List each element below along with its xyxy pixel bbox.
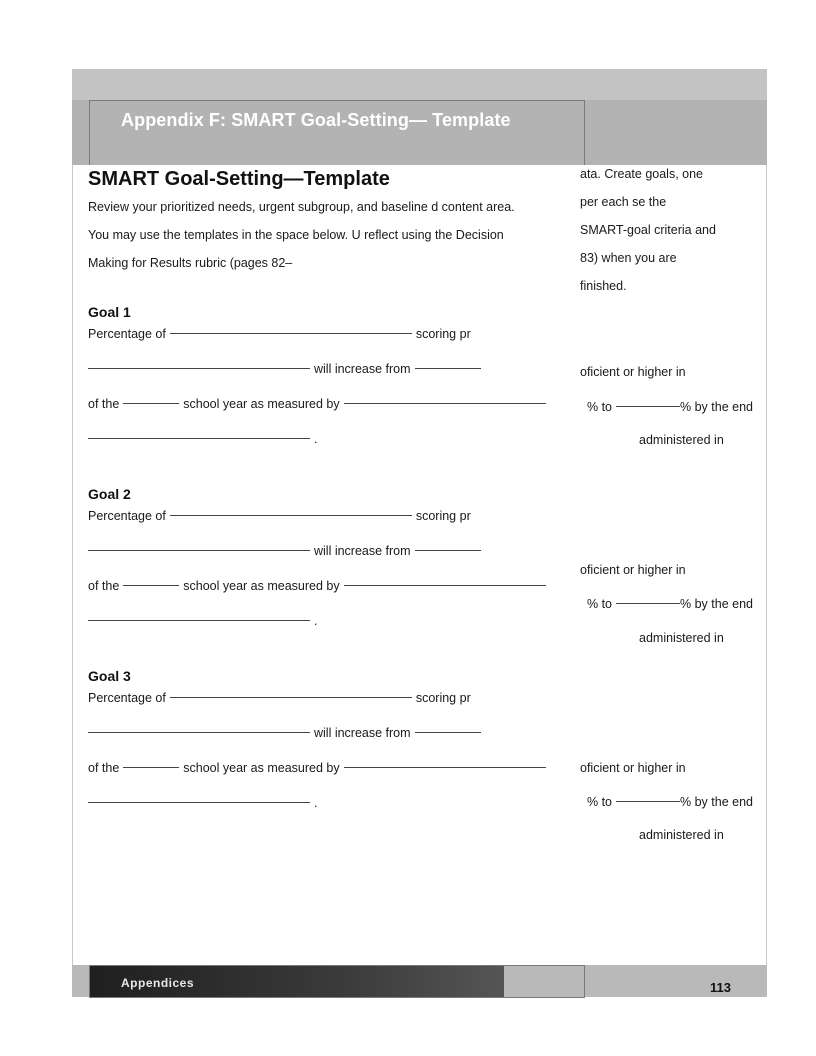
pct-to-label: % to (587, 597, 613, 611)
school-year-label: school year as measured by (183, 761, 340, 775)
goal-1-proficient: oficient or higher in (580, 365, 686, 379)
goal-2-line-1 (88, 509, 471, 523)
goal-2-line-2 (88, 544, 485, 558)
goal-2-line-3 (88, 579, 550, 593)
document-title: SMART Goal-Setting—Template (88, 168, 390, 190)
measure-blank[interactable] (344, 767, 546, 768)
percentage-of-label: Percentage of (88, 509, 166, 523)
school-year-label: school year as measured by (183, 579, 340, 593)
year-blank[interactable] (123, 767, 179, 768)
side-text-3: SMART-goal criteria and (580, 223, 716, 237)
admin-date-blank[interactable] (88, 438, 310, 439)
period: . (314, 796, 318, 810)
assessment-blank[interactable] (88, 368, 310, 369)
page-number: 113 (710, 980, 731, 995)
side-text-5: finished. (580, 279, 627, 293)
period: . (314, 432, 318, 446)
goal-2-administered: administered in (639, 631, 724, 645)
header-band-top (72, 69, 767, 100)
admin-date-blank[interactable] (88, 802, 310, 803)
side-text-2: per each se the (580, 195, 667, 209)
intro-line-2: You may use the templates in the space below. U reflect using the Decision (88, 228, 504, 242)
year-blank[interactable] (123, 403, 179, 404)
scoring-label: scoring pr (415, 691, 471, 705)
scoring-label: scoring pr (415, 509, 471, 523)
header-title: Appendix F: SMART Goal-Setting— Template (121, 110, 511, 130)
goal-3-line-1 (88, 691, 471, 705)
subgroup-blank[interactable] (170, 697, 412, 698)
of-the-label: of the (88, 761, 120, 775)
of-the-label: of the (88, 579, 120, 593)
pct-to-label: % to (587, 795, 613, 809)
target-blank[interactable] (616, 801, 680, 802)
pct-by-end-label: % by the end (680, 597, 753, 611)
will-increase-label: will increase from (314, 544, 411, 558)
period: . (314, 614, 318, 628)
goal-1-line-1 (88, 327, 471, 341)
goal-1-line-3 (88, 397, 550, 411)
intro-line-3: Making for Results rubric (pages 82– (88, 256, 293, 270)
scoring-label: scoring pr (415, 327, 471, 341)
goal-1-line-2 (88, 362, 485, 376)
school-year-label: school year as measured by (183, 397, 340, 411)
subgroup-blank[interactable] (170, 333, 412, 334)
will-increase-label: will increase from (314, 726, 411, 740)
goal-1-administered: administered in (639, 433, 724, 447)
measure-blank[interactable] (344, 585, 546, 586)
goal-2-target (587, 597, 753, 611)
goal-2-line-4 (88, 614, 317, 628)
target-blank[interactable] (616, 603, 680, 604)
percentage-of-label: Percentage of (88, 691, 166, 705)
goal-3-proficient: oficient or higher in (580, 761, 686, 775)
goal-1-target (587, 400, 753, 414)
goal-3-target (587, 795, 753, 809)
year-blank[interactable] (123, 585, 179, 586)
footer-label: Appendices (121, 976, 195, 990)
goal-1-heading: Goal 1 (88, 304, 131, 320)
goal-3-heading: Goal 3 (88, 668, 131, 684)
subgroup-blank[interactable] (170, 515, 412, 516)
baseline-blank[interactable] (415, 368, 481, 369)
will-increase-label: will increase from (314, 362, 411, 376)
goal-3-line-4 (88, 796, 317, 810)
goal-2-proficient: oficient or higher in (580, 563, 686, 577)
baseline-blank[interactable] (415, 732, 481, 733)
measure-blank[interactable] (344, 403, 546, 404)
pct-by-end-label: % by the end (680, 795, 753, 809)
goal-3-administered: administered in (639, 828, 724, 842)
goal-1-line-4 (88, 432, 317, 446)
goal-3-line-2 (88, 726, 485, 740)
goal-2-heading: Goal 2 (88, 486, 131, 502)
pct-by-end-label: % by the end (680, 400, 753, 414)
admin-date-blank[interactable] (88, 620, 310, 621)
pct-to-label: % to (587, 400, 613, 414)
baseline-blank[interactable] (415, 550, 481, 551)
assessment-blank[interactable] (88, 732, 310, 733)
intro-line-1: Review your prioritized needs, urgent subgroup, and baseline d content area. (88, 200, 515, 214)
assessment-blank[interactable] (88, 550, 310, 551)
of-the-label: of the (88, 397, 120, 411)
side-text-1: ata. Create goals, one (580, 167, 703, 181)
goal-3-line-3 (88, 761, 550, 775)
target-blank[interactable] (616, 406, 680, 407)
percentage-of-label: Percentage of (88, 327, 166, 341)
side-text-4: 83) when you are (580, 251, 677, 265)
